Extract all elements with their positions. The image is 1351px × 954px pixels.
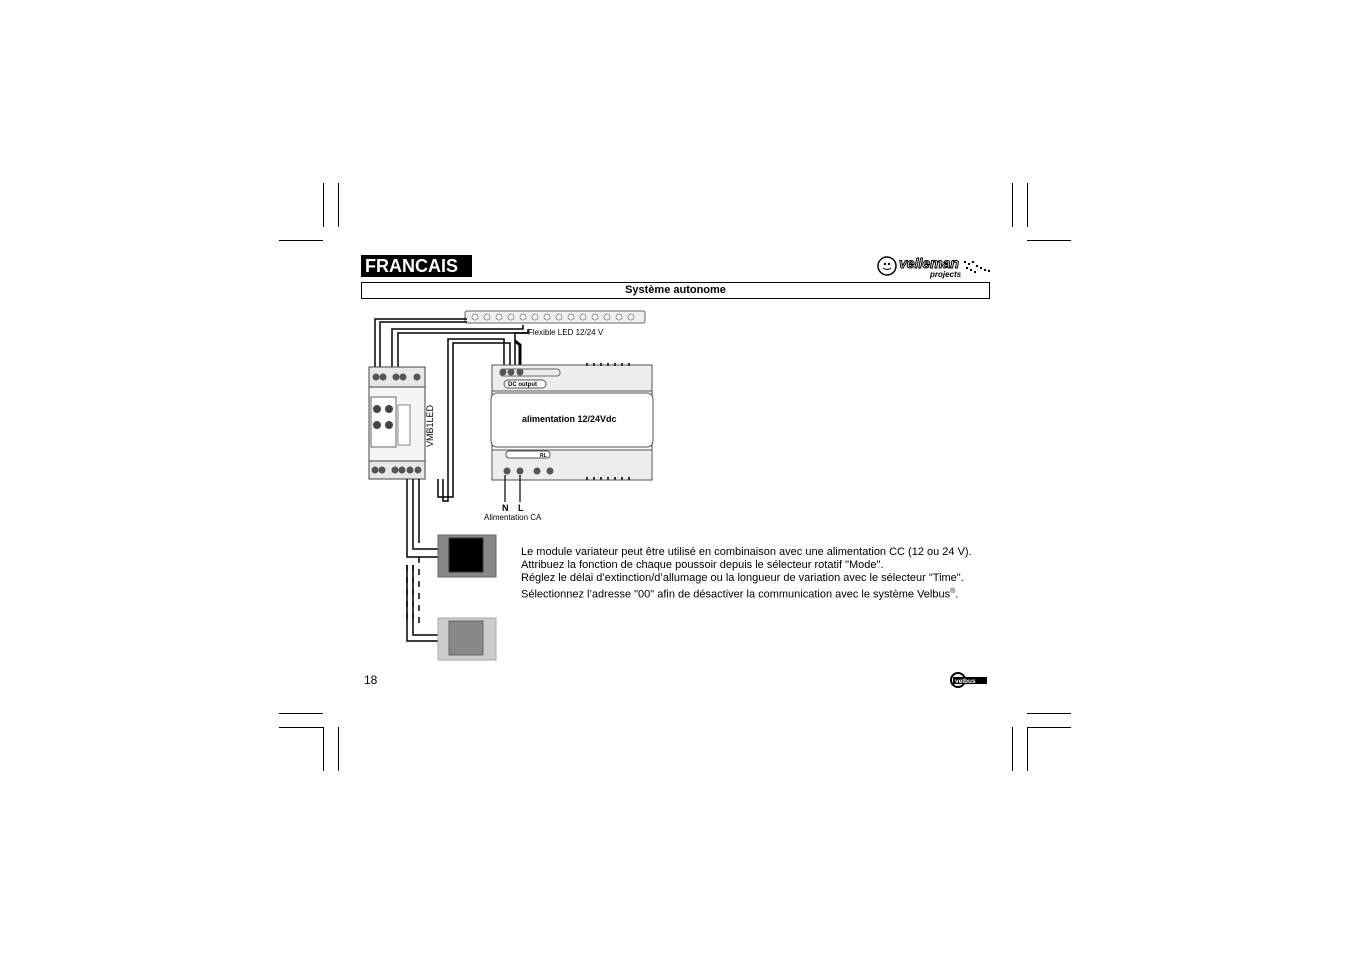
instruction-line-4-text: Sélectionnez l’adresse "00" afin de désactiver la communication avec le système Velbus (521, 588, 951, 601)
section-title: Système autonome (361, 282, 990, 299)
registered-mark: ® (950, 588, 956, 595)
ac-l-label: L (518, 503, 524, 513)
led-strip-label: Flexible LED 12/24 V (528, 328, 604, 337)
psu-model: RL (540, 453, 547, 459)
velleman-logo (876, 253, 992, 279)
language-badge: FRANCAIS (361, 255, 472, 277)
psu-label: alimentation 12/24Vdc (522, 414, 617, 424)
vmb1led-module (369, 367, 425, 479)
sentence-end: . (955, 588, 959, 601)
instruction-line-4 (521, 585, 991, 602)
page-number: 18 (364, 673, 378, 687)
instruction-line-2: Attribuez la fonction de chaque poussoir depuis le sélecteur rotatif "Mode". (521, 559, 884, 571)
pushbutton-dark (438, 535, 496, 577)
instruction-line-1: Le module variateur peut être utilisé en combinaison avec une alimentation CC (12 ou 24 V). (521, 546, 972, 558)
led-strip (465, 311, 645, 323)
ac-supply-label: Alimentation CA (484, 513, 542, 522)
brand-text: velleman (899, 255, 959, 271)
instruction-line-3: Réglez le délai d’extinction/d’allumage ou la longueur de variation avec le sélecteur "Time". (521, 572, 964, 584)
pushbutton-light (438, 618, 496, 660)
velbus-logo (949, 671, 989, 689)
module-label: VMB1LED (425, 404, 435, 447)
instructions-text (521, 546, 991, 602)
ac-n-label: N (502, 503, 509, 513)
velbus-logo-text: velbus (955, 678, 976, 685)
psu-output-label: DC output (508, 382, 537, 388)
brand-sub-text: projects (930, 270, 962, 279)
wiring-diagram (360, 305, 700, 665)
